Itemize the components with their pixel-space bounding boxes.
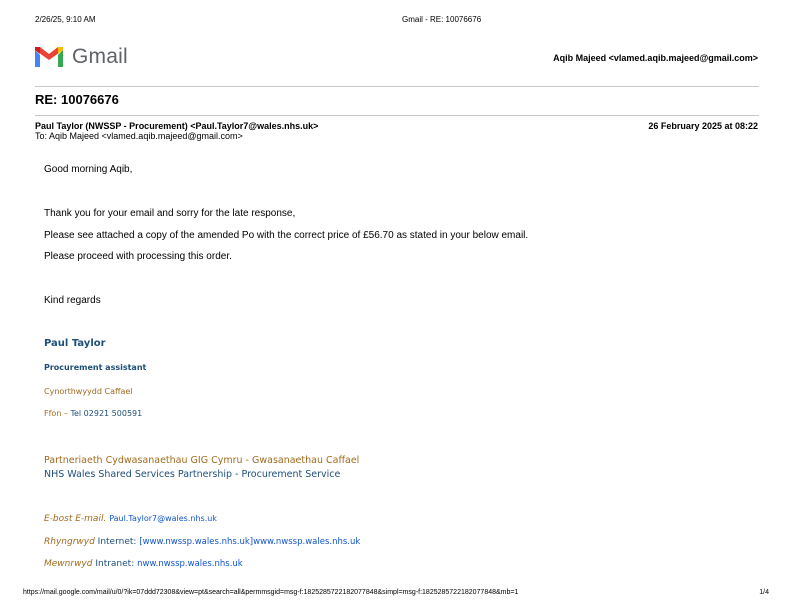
signature-org-english: NHS Wales Shared Services Partnership - Procurement Service <box>44 469 341 480</box>
internet-link[interactable]: www.nwssp.wales.nhs.uk <box>253 537 361 547</box>
signature-phone <box>44 409 142 418</box>
email-address-link[interactable]: Paul.Taylor7@wales.nhs.uk <box>109 514 217 523</box>
intranet-label-welsh: Mewnrwyd <box>44 559 93 569</box>
subject-divider <box>35 115 759 116</box>
signature-welsh-role: Cynorthwyydd Caffael <box>44 387 133 396</box>
email-subject: RE: 10076676 <box>35 92 119 107</box>
email-closing: Kind regards <box>44 295 101 306</box>
print-title: Gmail - RE: 10076676 <box>402 15 482 24</box>
print-datetime: 2/26/25, 9:10 AM <box>35 15 96 24</box>
print-page-number: 1/4 <box>759 589 769 596</box>
account-identity: Aqib Majeed <vlamed.aqib.majeed@gmail.com> <box>553 53 758 63</box>
signature-org-welsh: Partneriaeth Cydwasanaethau GIG Cymru - Gwasanaethau Caffael <box>44 455 360 466</box>
signature-intranet-row <box>44 559 243 569</box>
signature-internet-row <box>44 537 360 547</box>
header-divider <box>35 86 759 87</box>
phone-number: Tel 02921 500591 <box>70 409 143 418</box>
intranet-label-english: Intranet: <box>92 559 138 569</box>
email-greeting: Good morning Aqib, <box>44 164 133 175</box>
email-body-line: Please proceed with processing this order. <box>44 251 232 262</box>
signature-email-row <box>44 514 217 524</box>
email-body-line: Thank you for your email and sorry for the late response, <box>44 208 296 219</box>
signature-role: Procurement assistant <box>44 363 147 372</box>
email-date: 26 February 2025 at 08:22 <box>648 121 758 131</box>
email-label-welsh: E-bost <box>44 514 73 524</box>
gmail-logo <box>33 45 128 69</box>
email-label-english: E-mail. <box>72 514 110 524</box>
email-body-line: Please see attached a copy of the amended Po with the correct price of £56.70 as stated in your below email. <box>44 230 529 241</box>
gmail-m-icon <box>33 45 65 69</box>
internet-label-welsh: Rhyngrwyd <box>44 537 95 547</box>
internet-label-english: Internet: <box>94 537 140 547</box>
email-sender: Paul Taylor (NWSSP - Procurement) <Paul.Taylor7@wales.nhs.uk> <box>35 121 319 131</box>
phone-label: Ffon – <box>44 409 71 418</box>
email-recipient: To: Aqib Majeed <vlamed.aqib.majeed@gmail.com> <box>35 131 243 141</box>
signature-name: Paul Taylor <box>44 338 106 349</box>
internet-link-bracketed[interactable]: [www.nwssp.wales.nhs.uk] <box>139 537 254 547</box>
intranet-link[interactable]: nww.nwssp.wales.nhs.uk <box>137 559 243 569</box>
print-footer-url: https://mail.google.com/mail/u/0/?ik=07ddd72308&view=pt&search=all&permmsgid=msg-f:1825285722182077848&simpl=msg-f:1825285722182077848&mb=1 <box>23 589 519 596</box>
gmail-wordmark: Gmail <box>72 45 128 68</box>
